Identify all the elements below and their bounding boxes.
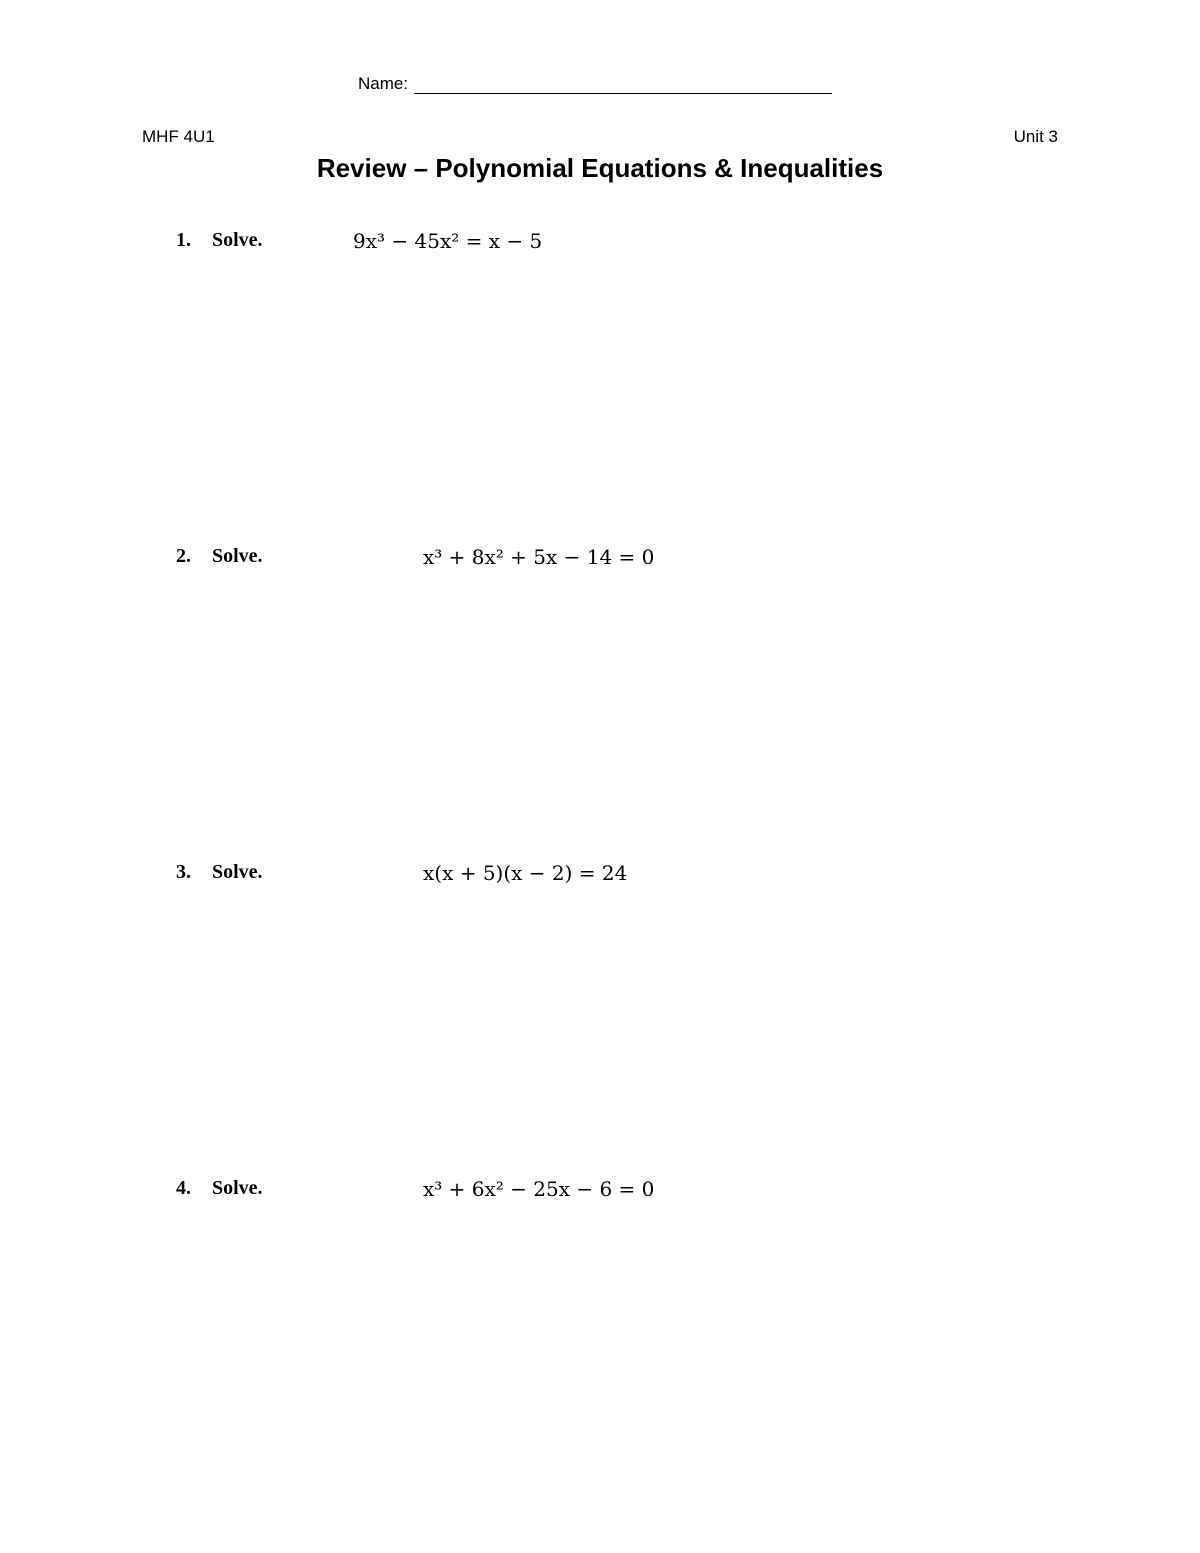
question-4-equation: x³ + 6x² − 25x − 6 = 0 [423,1177,655,1201]
question-number: 1. [176,229,191,251]
question-label: Solve. [212,1177,263,1199]
question-number: 3. [176,861,191,883]
name-blank-line[interactable] [414,75,832,94]
question-label: Solve. [212,861,263,883]
question-label: Solve. [212,545,263,567]
course-code: MHF 4U1 [142,127,215,146]
unit-label: Unit 3 [1013,127,1058,146]
question-3-equation: x(x + 5)(x − 2) = 24 [423,861,628,885]
name-field [358,74,832,94]
question-2 [176,545,263,568]
question-number: 4. [176,1177,191,1199]
question-2-equation: x³ + 8x² + 5x − 14 = 0 [423,545,655,569]
question-label: Solve. [212,229,263,251]
question-1-equation: 9x³ − 45x² = x − 5 [353,229,543,253]
question-1 [176,229,263,252]
question-3 [176,861,263,884]
name-label: Name: [358,74,409,93]
question-number: 2. [176,545,191,567]
page-title: Review – Polynomial Equations & Inequalities [316,153,884,183]
question-4 [176,1177,263,1200]
